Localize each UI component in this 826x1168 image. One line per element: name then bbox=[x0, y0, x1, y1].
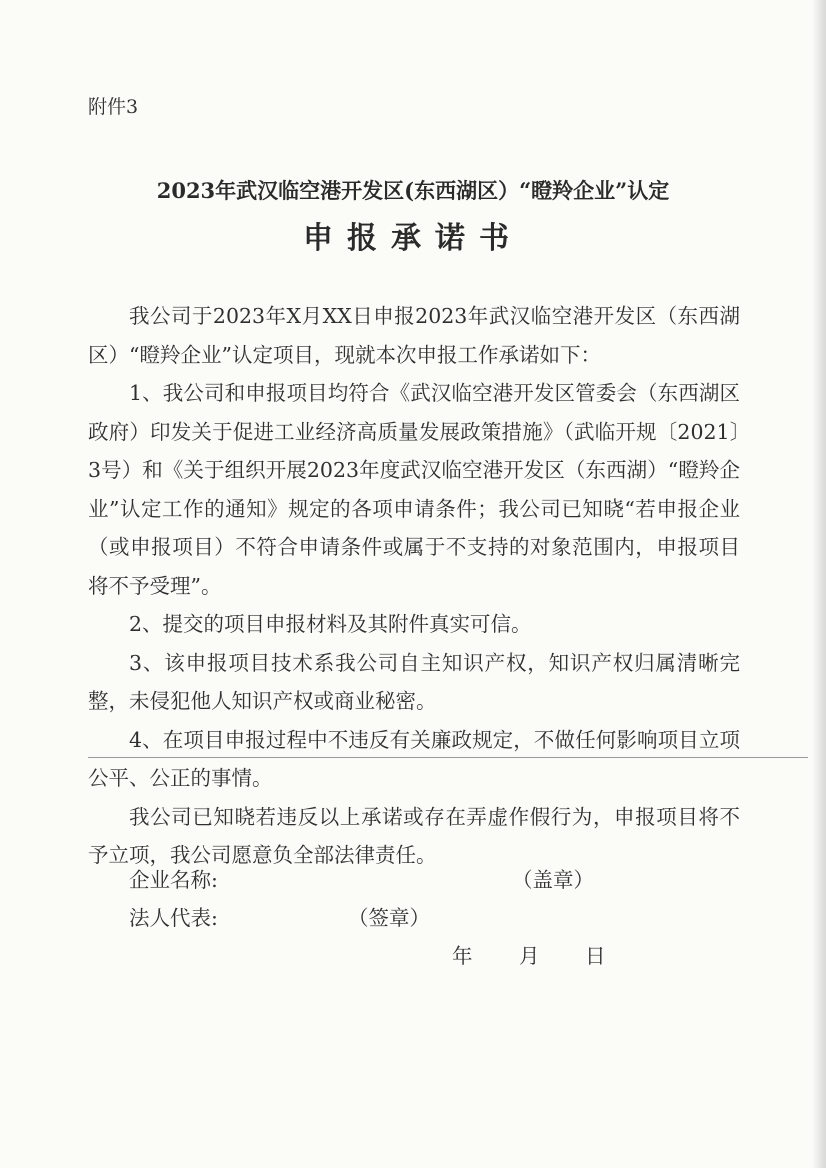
paragraph-item-2: 2、提交的项目申报材料及其附件真实可信。 bbox=[129, 612, 532, 636]
date-day: 日 bbox=[585, 944, 606, 968]
paragraph-item-1: 1、我公司和申报项目均符合《武汉临空港开发区管委会（东西湖区政府）印发关于促进工业经济高质量发展政策措施》（武临开规〔2021〕3号）和《关于组织开展2023年度武汉临空港开发区（东西湖）“瞪羚企业”认定工作的通知》规定的各项申请条件；我公司已知晓“若申报企业（或申报项目）不符合申请条件或属于不支持的对象范围内，申报项目将不予受理”。 bbox=[88, 381, 740, 598]
paragraph-item-4: 4、在项目申报过程中不违反有关廉政规定，不做任何影响项目立项公平、公正的事情。 bbox=[88, 727, 740, 790]
document-body bbox=[88, 297, 740, 875]
paragraph-intro: 我公司于2023年X月XX日申报2023年武汉临空港开发区（东西湖区）“瞪羚企业”认定项目，现就本次申报工作承诺如下： bbox=[88, 304, 740, 367]
scan-artifact-line bbox=[88, 757, 808, 758]
paragraph-item-3: 3、该申报项目技术系我公司自主知识产权，知识产权归属清晰完整，未侵犯他人知识产权或商业秘密。 bbox=[88, 650, 740, 713]
company-name-label: 企业名称: bbox=[129, 868, 218, 892]
date-month: 月 bbox=[519, 944, 540, 968]
attachment-label: 附件3 bbox=[88, 96, 139, 118]
document-subtitle: 申报承诺书 bbox=[303, 221, 523, 256]
legal-representative-label: 法人代表: bbox=[129, 906, 218, 930]
company-seal-label: （盖章） bbox=[512, 868, 594, 892]
paragraph-closing: 我公司已知晓若违反以上承诺或存在弄虚作假行为，申报项目将不予立项，我公司愿意负全部法律责任。 bbox=[88, 804, 740, 867]
document-title: 2023年武汉临空港开发区(东西湖区）“瞪羚企业”认定 bbox=[156, 178, 670, 203]
legal-representative-seal-label: （签章） bbox=[348, 906, 430, 930]
date-year: 年 bbox=[452, 944, 473, 968]
